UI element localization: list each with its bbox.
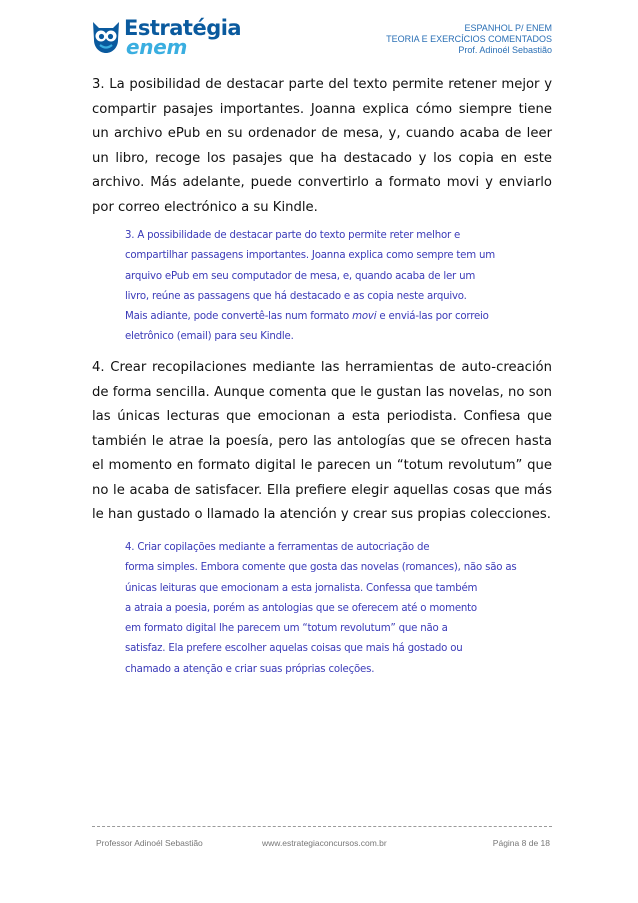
translation-line: únicas leituras que emocionam a esta jornalista. Confessa que também xyxy=(125,582,478,594)
spanish-paragraph: 3. La posibilidad de destacar parte del texto permite retener mejor y compartir pasajes importantes. Joanna explica cómo siempre tiene un archivo ePub en su ordenador de mesa, y, cuando acaba de leer un libro, recoge los pasajes que ha destacado y los copia en este archivo. Más adelante, puede convertirlo a formato movi y enviarlo por correo electrónico a su Kindle. xyxy=(92,77,552,215)
owl-logo-icon xyxy=(90,18,122,54)
section-3-translation xyxy=(92,226,552,348)
spanish-paragraph: 4. Crear recopilaciones mediante las herramientas de auto-creación de forma sencilla. Aunque comenta que le gustan las novelas, no son las únicas lecturas que emocionan a esta periodista. Confiesa que también le atrae la poesía, pero las antologías que se ofrecen hasta el momento en formato digital le parecen un “totum revolutum” que no le acaba de satisfacer. Ella prefiere elegir aquellas cosas que más le han gustado o llamado la atención y crear sus propias colecciones. xyxy=(92,360,552,522)
professor-name: Prof. Adinoél Sebastião xyxy=(458,45,552,55)
translation-line: livro, reúne as passagens que há destacado e as copia neste arquivo. xyxy=(125,290,467,302)
translation-line xyxy=(125,307,552,327)
translation-line: 4. Criar copilações mediante a ferramentas de autocriação de xyxy=(125,542,430,553)
translation-line: chamado a atenção e criar suas próprias coleções. xyxy=(125,663,375,675)
translation-line: em formato digital lhe parecem um “totum revolutum” que não a xyxy=(125,623,448,635)
portuguese-translation xyxy=(92,538,552,680)
portuguese-translation xyxy=(92,226,552,348)
translation-line: forma simples. Embora comente que gosta das novelas (romances), não são as xyxy=(125,562,517,574)
translation-line: eletrônico (email) para seu Kindle. xyxy=(125,331,294,343)
translation-italic: movi xyxy=(352,311,377,323)
translation-segment: Mais adiante, pode convertê-las num formato xyxy=(125,311,353,323)
footer-author: Professor Adinoél Sebastião xyxy=(96,838,203,848)
footer-website: www.estrategiaconcursos.com.br xyxy=(262,838,387,848)
translation-line: a atraia a poesia, porém as antologias que se oferecem até o momento xyxy=(125,602,477,614)
brand-logo xyxy=(90,16,250,58)
course-title: ESPANHOL P/ ENEM xyxy=(464,23,552,33)
translation-segment: e enviá-las por correio xyxy=(376,311,489,323)
section-3 xyxy=(92,73,552,220)
header-info xyxy=(386,23,552,56)
translation-line: satisfaz. Ela prefere escolher aquelas coisas que mais há gostado ou xyxy=(125,643,463,655)
translation-line: compartilhar passagens importantes. Joanna explica como sempre tem um xyxy=(125,250,495,262)
logo-wordmark-bottom: enem xyxy=(126,35,188,59)
footer-page-number: Página 8 de 18 xyxy=(492,838,550,848)
logo-wordmark-top: Estratégia xyxy=(124,16,242,40)
course-subtitle: TEORIA E EXERCÍCIOS COMENTADOS xyxy=(386,34,552,44)
translation-line: arquivo ePub em seu computador de mesa, e, quando acaba de ler um xyxy=(125,270,476,282)
footer-divider xyxy=(92,826,552,827)
section-4 xyxy=(92,356,552,528)
section-4-translation xyxy=(92,538,552,680)
translation-line: 3. A possibilidade de destacar parte do texto permite reter melhor e xyxy=(125,230,461,241)
